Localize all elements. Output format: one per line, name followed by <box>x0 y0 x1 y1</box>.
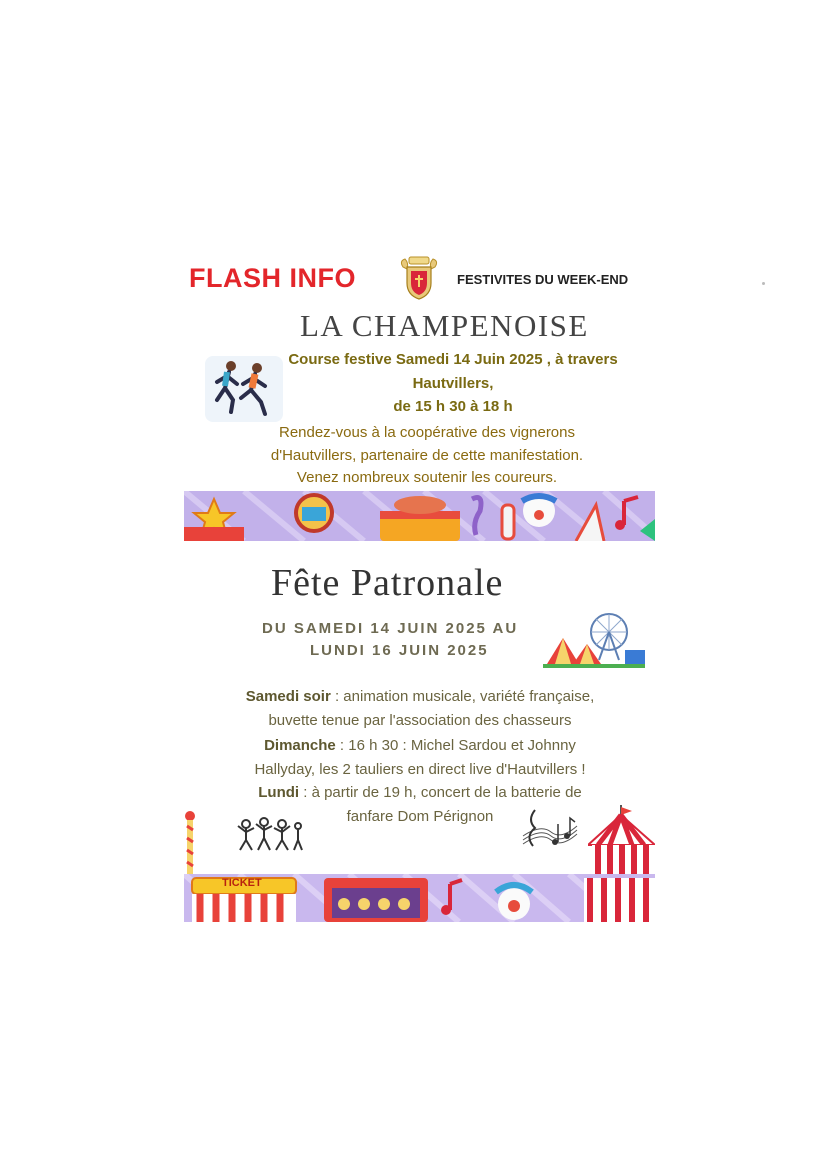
champenoise-body-3: Venez nombreux soutenir les coureurs. <box>296 469 558 486</box>
fete-patronale-title: Fête Patronale <box>271 562 504 604</box>
programme-lundi-1 <box>170 784 670 801</box>
scan-speck <box>762 282 765 285</box>
dimanche-text-1: : 16 h 30 : Michel Sardou et Johnny <box>335 737 576 754</box>
programme-samedi-1 <box>170 688 670 705</box>
course-line-2: Hautvillers, <box>412 375 494 392</box>
champenoise-body-2: d'Hautvillers, partenaire de cette manifestation. <box>270 447 584 464</box>
crest-icon <box>397 255 441 301</box>
dancers-icon <box>236 814 304 854</box>
ticket-label: TICKET <box>222 877 262 889</box>
champenoise-body-1: Rendez-vous à la coopérative des vignerons <box>278 424 575 441</box>
fete-dates-line-2: LUNDI 16 JUIN 2025 <box>310 642 489 659</box>
programme-samedi-2: buvette tenue par l'association des chasseurs <box>268 712 572 729</box>
flash-info-title: FLASH INFO <box>189 263 356 293</box>
music-notes-icon <box>521 806 579 856</box>
lundi-text-1: : à partir de 19 h, concert de la batterie de <box>299 784 582 801</box>
programme-dimanche-1 <box>170 737 670 754</box>
carnival-banner-top <box>184 491 655 541</box>
fete-dates-line-1: DU SAMEDI 14 JUIN 2025 AU <box>262 620 519 637</box>
programme-dimanche-2: Hallyday, les 2 tauliers en direct live d'Hautvillers ! <box>254 761 586 778</box>
striped-pole-icon <box>181 808 209 878</box>
circus-tent-icon <box>588 805 655 877</box>
samedi-label: Samedi soir <box>245 688 331 705</box>
samedi-text-1: : animation musicale, variété française, <box>330 688 595 705</box>
champenoise-title: LA CHAMPENOISE <box>300 308 589 343</box>
ferris-wheel-icon <box>543 610 645 668</box>
lundi-label: Lundi <box>258 784 300 801</box>
course-line-1: Course festive Samedi 14 Juin 2025 , à travers <box>288 351 618 368</box>
course-line-3: de 15 h 30 à 18 h <box>393 398 513 415</box>
dimanche-label: Dimanche <box>264 737 336 754</box>
programme-lundi-2: fanfare Dom Pérignon <box>346 808 494 825</box>
festivites-heading: FESTIVITES DU WEEK-END <box>457 272 629 287</box>
